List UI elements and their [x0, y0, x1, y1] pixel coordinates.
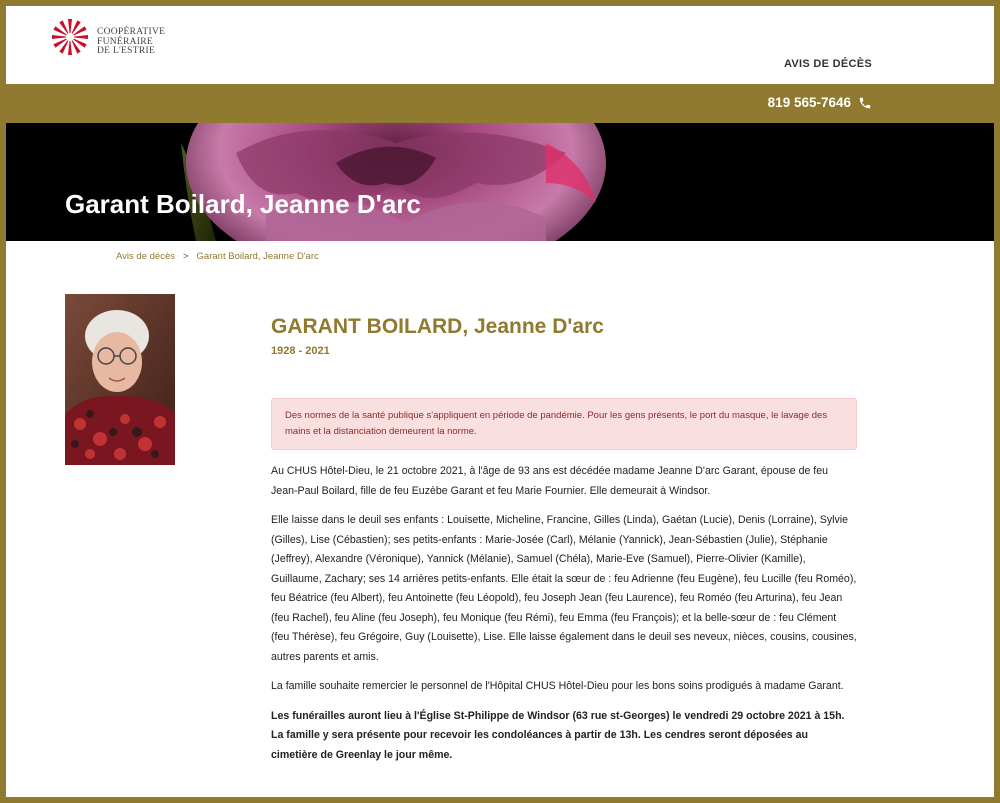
- breadcrumb-current-link[interactable]: Garant Boilard, Jeanne D'arc: [196, 251, 319, 262]
- phone-link[interactable]: [768, 95, 872, 110]
- breadcrumb: [116, 251, 319, 262]
- obituary-paragraph: La famille souhaite remercier le personnel de l'Hôpital CHUS Hôtel-Dieu pour les bons soins prodigués à madame Garant.: [271, 680, 844, 692]
- site-header: [6, 6, 994, 84]
- logo-line-3: DE L'ESTRIE: [97, 46, 156, 56]
- breadcrumb-separator: >: [182, 251, 189, 262]
- phone-icon: [858, 96, 872, 110]
- logo-sunburst-icon: [50, 17, 90, 57]
- nav-obituaries-link[interactable]: AVIS DE DÉCÈS: [783, 58, 872, 70]
- portrait-image: [65, 294, 175, 465]
- breadcrumb-root-link[interactable]: Avis de décès: [116, 251, 175, 262]
- contact-bar: [6, 84, 994, 123]
- obituary-paragraph: Elle laisse dans le deuil ses enfants : Louisette, Micheline, Francine, Gilles (Linda), Gaétan (Lucie), Denis (Lorraine), Sylvie (Gilles), Lise (Cébastien); ses petits-enfants : Marie-Josée (Carl), Mélanie (Yannick), Jean-Sébastien (Julie), Stéphanie (Jeffrey), Alexandre (Véronique), Yannick (Mélanie), Samuel (Chéla), Marie-Eve (Samuel), Pierre-Olivier (Kamille), Guillaume, Zachary; ses 14 arrières petits-enfants. Elle était la sœur de : feu Adrienne (feu Eugène), feu Lucille (feu Roméo), feu Béatrice (feu Albert), feu Antoinette (feu Léopold), feu Joseph Jean (feu Laurence), feu Roméo (feu Arturina), feu Jean (feu Rachel), feu Aline (feu Joseph), feu Monique (feu Rémi), feu Emma (feu François); et la belle-sœur de : feu Clément (feu Thérèse), feu Grégoire, Guy (Louisette), Lise. Elle laisse également dans le deuil ses neveux, nièces, cousins, cousines, autres parents et amis.: [271, 514, 857, 663]
- rose-image: [6, 123, 994, 241]
- funeral-details: Les funérailles auront lieu à l'Église St-Philippe de Windsor (63 rue st-Georges) le vendredi 29 octobre 2021 à 15h. La famille y sera présente pour recevoir les condoléances à partir de 13h. Les cendres seront déposées au cimetière de Greenlay le jour même.: [271, 709, 845, 761]
- health-notice-alert: Des normes de la santé publique s'appliquent en période de pandémie. Pour les gens présents, le port du masque, le lavage des mains et la distanciation demeurent la norme.: [271, 398, 857, 450]
- logo-line-1: COOPÉRATIVE: [97, 27, 166, 37]
- deceased-photo: [65, 294, 175, 465]
- page-frame: [6, 6, 994, 797]
- hero-banner: [6, 123, 994, 241]
- banner-title: Garant Boilard, Jeanne D'arc: [65, 189, 421, 219]
- phone-number: 819 565-7646: [767, 95, 851, 110]
- obituary-years: 1928 - 2021: [271, 345, 330, 357]
- obituary-paragraph: Au CHUS Hôtel-Dieu, le 21 octobre 2021, à l'âge de 93 ans est décédée madame Jeanne D'arc Garant, épouse de feu Jean-Paul Boilard, fille de feu Euzèbe Garant et feu Marie Fournier. Elle demeurait à Windsor.: [271, 465, 829, 497]
- logo-wordmark: [97, 28, 187, 57]
- obituary-name: GARANT BOILARD, Jeanne D'arc: [271, 315, 604, 338]
- site-logo[interactable]: [50, 17, 180, 61]
- obituary-content: [271, 315, 857, 765]
- logo-line-2: FUNÉRAIRE: [97, 36, 154, 47]
